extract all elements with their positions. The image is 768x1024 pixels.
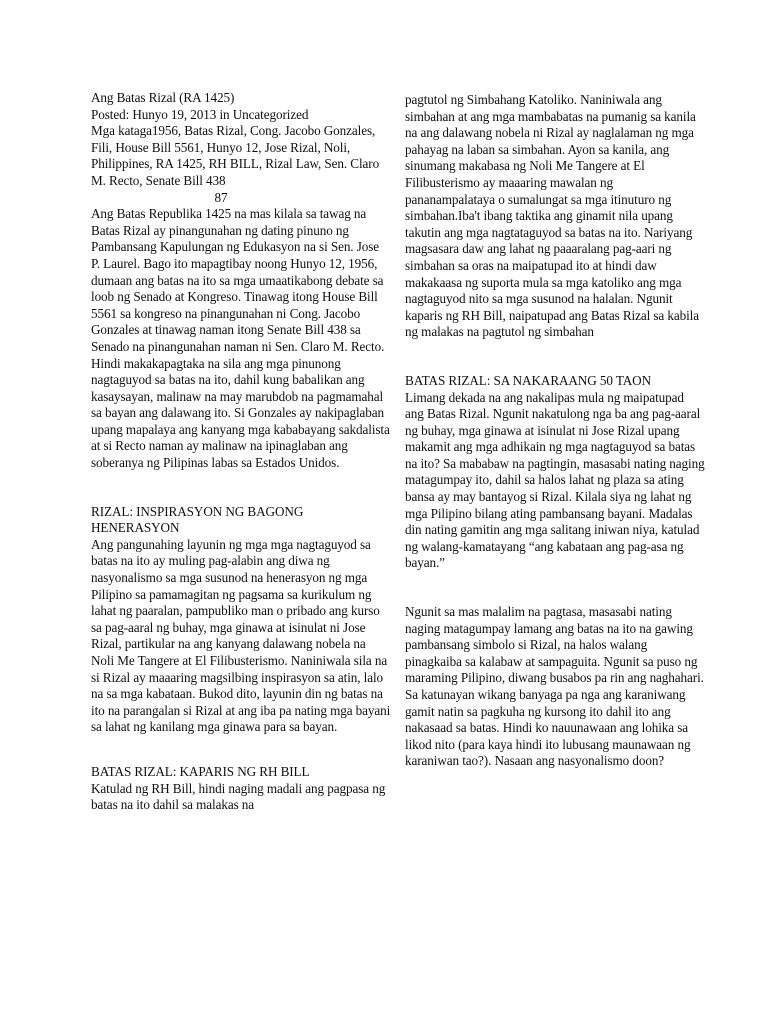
section-heading-rh-bill: BATAS RIZAL: KAPARIS NG RH BILL [91,763,310,779]
spacer [91,736,391,764]
posted-line: Posted: Hunyo 19, 2013 in Uncategorized [91,106,309,122]
left-column [91,90,391,814]
section-heading-inspirasyon: RIZAL: INSPIRASYON NG BAGONG HENERASYON [91,503,304,536]
page-number: 87 [214,189,228,205]
spacer [91,472,391,504]
tags-line: Mga kataga1956, Batas Rizal, Cong. Jacobo Gonzales, Fili, House Bill 5561, Hunyo 12, Jose Rizal, Noli, Philippines, RA 1425, RH BILL, Rizal Law, Sen. Claro M. Recto, Senate Bill 438 [91,123,380,188]
section-heading-50-taon: BATAS RIZAL: SA NAKARAANG 50 TAON [405,372,652,388]
continuation-paragraph: pagtutol ng Simbahang Katoliko. Naniniwala ang simbahan at ang mga mambabatas na pumanig sa kanila na ang dalawang nobela ni Rizal ay naglalaman ng mga pahayag na laban sa simbahan. Ayon sa kanila, ang sinumang makabasa ng Noli Me Tangere at El Filibusterismo ay maaaring mawalan ng pananampalataya o sumalungat sa mga itinuturo ng simbahan.Iba't ibang taktika ang ginamit nila upang takutin ang mga nagtataguyod sa batas na ito. Nariyang magsasara daw ang lahat ng paaaralang pag-aari ng simbahan sa oras na maipatupad ito at hindi daw makakaasa ng suporta mula sa mga katoliko ang mga nagtaguyod nito sa mga susunod na halalan. Ngunit kaparis ng RH Bill, naipatupad ang Batas Rizal sa kabila ng malakas na pagtutol ng simbahan [405,92,699,340]
section-paragraph-pagtasa: Ngunit sa mas malalim na pagtasa, masasabi nating naging matagumpay lamang ang batas na ito na gawing pambansang simbolo si Rizal, na halos walang pinagkaiba sa kalabaw at sampaguita. Ngunit sa puso ng maraming Pilipino, diwang busabos pa rin ang naghahari. Sa katunayan wikang banyaga pa nga ang karaniwang gamit natin sa pagkuha ng kursong ito dahil ito ang nakasaad sa batas. Hindi ko nauunawaan ang lohika sa likod nito (para kaya hindi ito lubusang maunawaan ng karaniwan tao?). Nasaan ang nasyonalismo doon? [405,604,704,769]
section-paragraph-inspirasyon: Ang pangunahing layunin ng mga mga nagtaguyod sa batas na ito ay muling pag-alabin ang diwa ng nasyonalismo sa mga susunod na henerasyon ng mga Pilipino sa pamamagitan ng pagsama sa kurikulum ng lahat ng paaralan, pampubliko man o pribado ang kurso sa pag-aaral ng buhay, mga ginawa at isinulat ni Jose Rizal, partikular na ang kanyang dalawang nobela na Noli Me Tangere at El Filibusterismo. Naniniwala sila na si Rizal ay maaaring magsilbing inspirasyon sa atin, lalo na sa mga kabataan. Bukod dito, layunin din ng batas na ito na parangalan si Rizal at ang iba pa nating mga bayani sa lahat ng kanilang mga ginawa para sa bayan. [91,536,391,735]
section-paragraph-50-taon: Limang dekada na ang nakalipas mula ng maipatupad ang Batas Rizal. Ngunit nakatulong nga ba ang pag-aaral ng buhay, mga ginawa at isinulat ni Jose Rizal upang makamit ang mga adhikain ng mga nagtaguyod sa batas na ito? Sa mababaw na pagtingin, masasabi nating naging matagumpay ito, dahil sa halos lahat ng plaza sa ating bansa ay may bantayog si Rizal. Kilala siya ng lahat ng mga Pilipino bilang ating pambansang bayani. Madalas din nating gamitin ang mga salitang iniwan niya, katulad ng walang-kamatayang “ang kabataan ang pag-asa ng bayan.” [405,389,705,571]
spacer [405,572,705,604]
section-paragraph-rh-bill: Katulad ng RH Bill, hindi naging madali ang pagpasa ng batas na ito dahil sa malakas na [91,780,386,813]
right-column [405,92,705,770]
intro-paragraph: Ang Batas Republika 1425 na mas kilala sa tawag na Batas Rizal ay pinangunahan ng dating pinuno ng Pambansang Kapulungan ng Edukasyon na si Sen. Jose P. Laurel. Bago ito mapagtibay noong Hunyo 12, 1956, dumaan ang batas na ito sa mga umaatikabong debate sa loob ng Senado at Kongreso. Tinawag itong House Bill 5561 sa kongreso na pinangunahan ni Cong. Jacobo Gonzales at tinawag naman itong Senate Bill 438 sa Senado na pinangunahan naman ni Sen. Claro M. Recto. Hindi makakapagtaka na sila ang mga pinunong nagtaguyod sa batas na ito, dahil kung babalikan ang kasaysayan, malinaw na may marubdob na pagmamahal sa bayan ang dalawang ito. Si Gonzales ay nakipaglaban upang mapalaya ang kanyang mga kababayang sakdalista at si Recto naman ay malinaw na ipinaglaban ang soberanya ng Pilipinas labas sa Estados Unidos. [91,206,390,471]
spacer [405,341,705,373]
article-title: Ang Batas Rizal (RA 1425) [91,90,235,105]
